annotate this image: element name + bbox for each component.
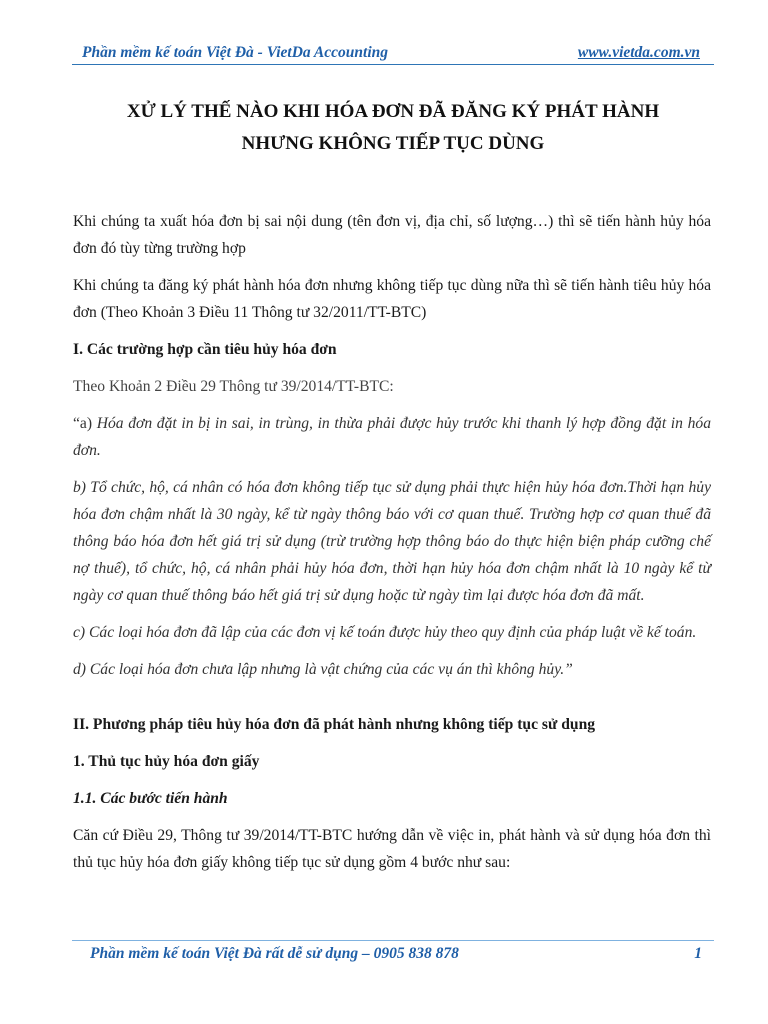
subsection-1-1-heading: 1.1. Các bước tiến hành <box>73 790 228 807</box>
header-company-name: Phần mềm kế toán Việt Đà - VietDa Accounting <box>82 44 389 61</box>
subsection-1-heading: 1. Thủ tục hủy hóa đơn giấy <box>73 753 260 770</box>
intro-paragraph-1: Khi chúng ta xuất hóa đơn bị sai nội dung (tên đơn vị, địa chỉ, số lượng…) thì sẽ tiến hành hủy hóa đơn đó tùy từng trường hợp <box>73 213 711 257</box>
item-a-prefix: “a) <box>73 415 93 432</box>
item-b: b) Tổ chức, hộ, cá nhân có hóa đơn không tiếp tục sử dụng phải thực hiện hủy hóa đơn.Thời hạn hủy hóa đơn chậm nhất là 30 ngày, kể từ ngày thông báo với cơ quan thuế. Trường hợp cơ quan thuế đã thông báo hóa đơn hết giá trị sử dụng (trừ trường hợp thông báo do thực hiện biện pháp cưỡng chế nợ thuế), tổ chức, hộ, cá nhân phải hủy hóa đơn, thời hạn hủy hóa đơn chậm nhất là 10 ngày kể từ ngày cơ quan thuế thông báo hết giá trị sử dụng hoặc từ ngày tìm lại được hóa đơn đã mất. <box>73 479 711 604</box>
document-title <box>72 96 714 160</box>
header-website-link[interactable]: www.vietda.com.vn <box>577 44 700 61</box>
footer-slogan: Phần mềm kế toán Việt Đà rất dễ sử dụng – 0905 838 878 <box>90 945 459 962</box>
item-a <box>73 410 711 464</box>
item-d: d) Các loại hóa đơn chưa lập nhưng là vật chứng của các vụ án thì không hủy.” <box>73 661 573 678</box>
section-1-heading: I. Các trường hợp cần tiêu hủy hóa đơn <box>73 341 337 358</box>
title-line-1: XỬ LÝ THẾ NÀO KHI HÓA ĐƠN ĐÃ ĐĂNG KÝ PHÁT HÀNH <box>126 101 660 122</box>
intro-paragraph-2: Khi chúng ta đăng ký phát hành hóa đơn nhưng không tiếp tục dùng nữa thì sẽ tiến hành tiêu hủy hóa đơn (Theo Khoản 3 Điều 11 Thông tư 32/2011/TT-BTC) <box>73 277 711 321</box>
section-2-heading: II. Phương pháp tiêu hủy hóa đơn đã phát hành nhưng không tiếp tục sử dụng <box>73 716 596 733</box>
document-body <box>73 208 711 876</box>
item-a-text: Hóa đơn đặt in bị in sai, in trùng, in thừa phải được hủy trước khi thanh lý hợp đồng đặt in hóa đơn. <box>73 415 711 459</box>
item-c: c) Các loại hóa đơn đã lập của các đơn vị kế toán được hủy theo quy định của pháp luật về kế toán. <box>73 624 697 641</box>
legal-source: Theo Khoản 2 Điều 29 Thông tư 39/2014/TT-BTC: <box>73 378 394 395</box>
page-header <box>72 42 714 65</box>
page-footer <box>72 940 714 967</box>
procedure-paragraph: Căn cứ Điều 29, Thông tư 39/2014/TT-BTC hướng dẫn về việc in, phát hành và sử dụng hóa đơn thì thủ tục hủy hóa đơn giấy không tiếp tục sử dụng gồm 4 bước như sau: <box>73 827 711 871</box>
title-line-2: NHƯNG KHÔNG TIẾP TỤC DÙNG <box>241 133 545 154</box>
page-number: 1 <box>694 945 702 962</box>
